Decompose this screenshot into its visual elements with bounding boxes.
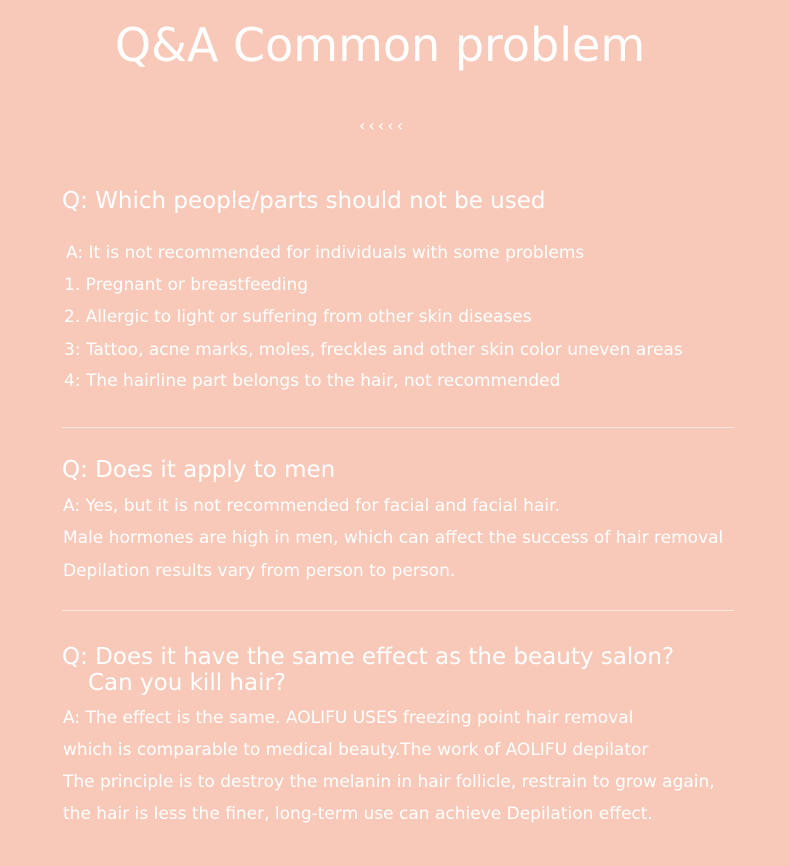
answer-line: 4: The hairline part belongs to the hair, not recommended <box>64 371 561 391</box>
answer-line: A: Yes, but it is not recommended for facial and facial hair. <box>63 496 560 516</box>
chevron-decoration-icon: ‹‹‹‹‹ <box>359 116 406 135</box>
page-title: Q&A Common problem <box>114 18 646 72</box>
answer-line: A: It is not recommended for individuals with some problems <box>66 243 585 263</box>
question-3: Q: Does it have the same effect as the beauty salon? <box>62 644 675 670</box>
question-3-continued: Can you kill hair? <box>88 670 287 696</box>
answer-line: the hair is less the finer, long-term use can achieve Depilation effect. <box>63 804 653 824</box>
answer-line: 2. Allergic to light or suffering from other skin diseases <box>64 307 532 327</box>
answer-line: 3: Tattoo, acne marks, moles, freckles and other skin color uneven areas <box>64 340 683 360</box>
section-divider <box>62 427 734 428</box>
answer-line: The principle is to destroy the melanin in hair follicle, restrain to grow again, <box>63 772 715 792</box>
answer-line: A: The effect is the same. AOLIFU USES freezing point hair removal <box>63 708 634 728</box>
section-divider <box>62 610 734 611</box>
answer-line: Depilation results vary from person to person. <box>63 561 456 581</box>
question-2: Q: Does it apply to men <box>62 457 336 483</box>
answer-line: 1. Pregnant or breastfeeding <box>64 275 309 295</box>
answer-line: Male hormones are high in men, which can affect the success of hair removal <box>63 528 724 548</box>
answer-line: which is comparable to medical beauty.The work of AOLIFU depilator <box>63 740 649 760</box>
question-1: Q: Which people/parts should not be used <box>62 188 546 214</box>
